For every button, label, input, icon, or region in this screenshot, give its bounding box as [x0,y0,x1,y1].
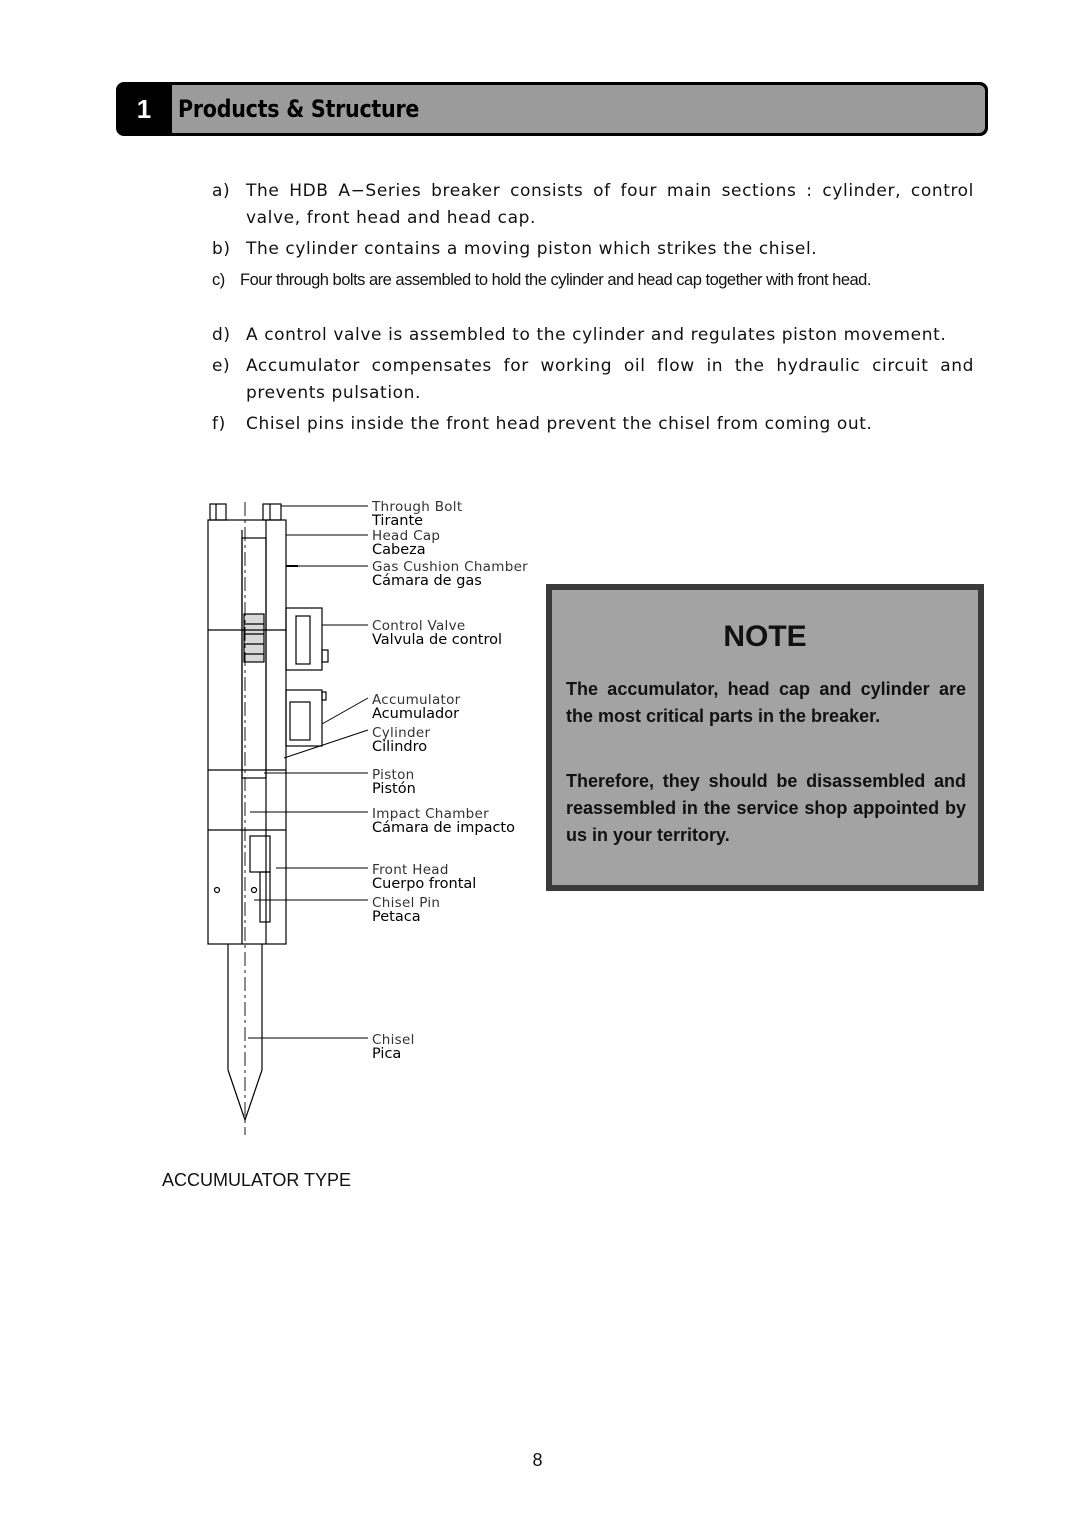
note-box [546,584,984,891]
list-marker: c) [212,271,225,289]
list-text: Chisel pins inside the front head prevent the chisel from coming out. [246,414,873,434]
part-label-accumulator: Accumulator Acumulador [372,692,461,722]
intro-list [212,178,974,442]
section-title-box [172,85,985,133]
part-label-chisel-pin: Chisel Pin Petaca [372,895,441,925]
part-label-front-head: Front Head Cuerpo frontal [372,862,477,892]
part-label-piston: Piston Pistón [372,767,416,797]
part-label-impact-chamber: Impact Chamber Cámara de impacto [372,806,515,836]
section-number: 1 [136,94,152,124]
list-marker: e) [212,356,231,376]
section-header [116,82,988,136]
note-title: NOTE [723,620,807,653]
part-label-chisel: Chisel Pica [372,1032,415,1062]
section-title: Products & Structure [178,95,420,123]
list-item-c [212,267,974,294]
list-marker: d) [212,325,231,345]
list-marker: f) [212,414,226,434]
list-text: The cylinder contains a moving piston which strikes the chisel. [246,239,818,259]
page-number: 8 [532,1450,543,1470]
list-item-f [212,411,974,438]
list-item-b [212,236,974,263]
part-label-control-valve: Control Valve Valvula de control [372,618,502,648]
part-label-through-bolt: Through Bolt Tirante [372,499,463,529]
part-label-cylinder: Cylinder Cilindro [372,725,431,755]
part-label-head-cap: Head Cap Cabeza [372,528,441,558]
note-paragraph-2: Therefore, they should be disassembled and reassembled in the service shop appointed by us in your territory. [566,771,966,845]
breaker-diagram [180,490,550,1150]
list-text: Four through bolts are assembled to hold the cylinder and head cap together with front head. [240,271,871,289]
part-label-gas-chamber: Gas Cushion Chamber Cámara de gas [372,559,529,589]
list-marker: a) [212,181,231,201]
note-paragraph-1: The accumulator, head cap and cylinder are the most critical parts in the breaker. [566,679,966,726]
list-marker: b) [212,239,231,259]
list-item-a [212,178,974,232]
list-item-d [212,322,974,349]
list-text: Accumulator compensates for working oil flow in the hydraulic circuit and prevents pulsation. [246,356,974,403]
list-item-e [212,353,974,407]
diagram-caption: ACCUMULATOR TYPE [162,1170,352,1190]
list-text: A control valve is assembled to the cylinder and regulates piston movement. [246,325,947,345]
list-text: The HDB A−Series breaker consists of four main sections : cylinder, control valve, front head and head cap. [246,181,974,228]
